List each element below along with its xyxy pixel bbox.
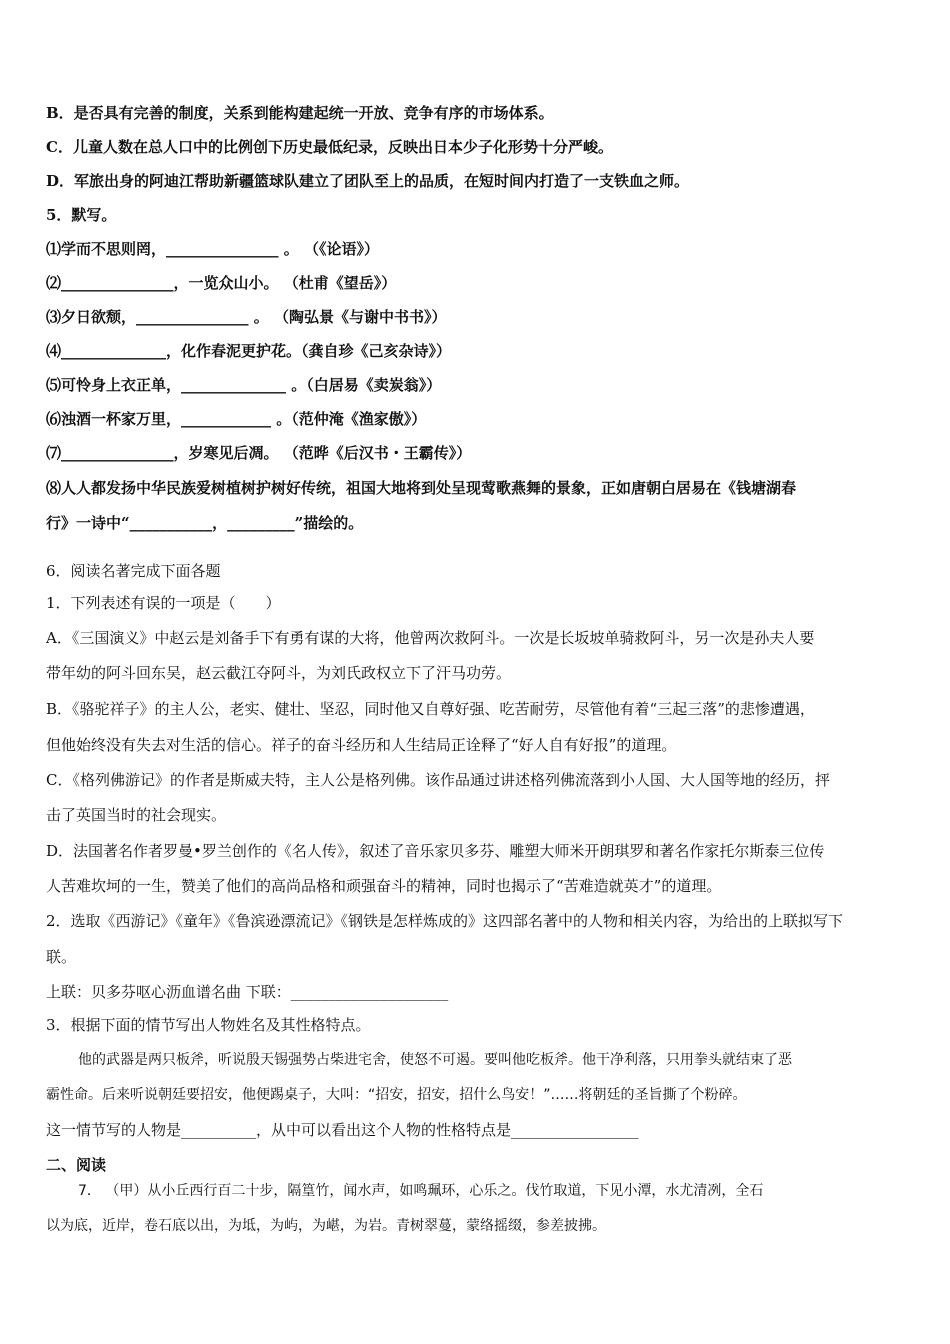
q5-item-8-line1: ⑻人人都发扬中华民族爱树植树护树好传统，祖国大地将到处呈现莺歌燕舞的景象，正如唐朝白居易在《钱塘湖春 bbox=[46, 479, 797, 497]
q6-option-d-line1: D．法国著名作者罗曼•罗兰创作的《名人传》，叙述了音乐家贝多芬、雕塑大师米开朗琪罗和著名作家托尔斯泰三位传 bbox=[46, 842, 825, 860]
q6-option-b-line1: B．《骆驼祥子》的主人公，老实、健壮、坚忍，同时他又自尊好强、吃苦耐劳，尽管他有着“三起三落”的悲惨遭遇， bbox=[46, 700, 815, 718]
q6-sub2-couplet: 上联：贝多芬呕心沥血谱名曲 下联：_____________________ bbox=[46, 983, 449, 1001]
q5-item-4: ⑷______________，化作春泥更护花。（龚自珍《己亥杂诗》） bbox=[46, 342, 452, 360]
q5-item-1: ⑴学而不思则罔，_______________ 。 （《论语》） bbox=[46, 240, 379, 258]
q5-item-7: ⑺_______________，岁寒见后凋。 （范晔《后汉书・王霸传》） bbox=[46, 444, 472, 462]
q5-item-8-line2: 行》一诗中“___________，_________”描绘的。 bbox=[46, 514, 364, 532]
q6-option-a-line1: A．《三国演义》中赵云是刘备手下有勇有谋的大将，他曾两次救阿斗。一次是长坂坡单骑救阿斗，另一次是孙夫人要 bbox=[46, 629, 815, 647]
q6-sub3-passage-line2: 霸性命。后来听说朝廷要招安，他便踢桌子，大叫：“招安，招安，招什么鸟安！”……将朝廷的圣旨撕了个粉碎。 bbox=[46, 1087, 747, 1103]
q4-option-d: D．军旅出身的阿迪江帮助新疆篮球队建立了团队至上的品质，在短时间内打造了一支铁血之师。 bbox=[46, 172, 690, 190]
q4-option-b: B．是否具有完善的制度，关系到能构建起统一开放、竞争有序的市场体系。 bbox=[46, 104, 554, 122]
q7-text-line1: 7． （甲）从小丘西行百二十步，隔篁竹，闻水声，如鸣珮环，心乐之。伐竹取道，下见小潭，水尤清冽，全石 bbox=[78, 1183, 764, 1199]
q6-sub2-question-line2: 联。 bbox=[46, 948, 77, 966]
q5-item-3: ⑶夕日欲颓，_______________ 。 （陶弘景《与谢中书书》） bbox=[46, 308, 447, 326]
section-2-heading: 二、阅读 bbox=[46, 1156, 107, 1174]
q5-item-2: ⑵_______________，一览众山小。 （杜甫《望岳》） bbox=[46, 274, 397, 292]
q5-item-5: ⑸可怜身上衣正单，______________ 。（白居易《卖炭翁》） bbox=[46, 376, 442, 394]
q6-sub3-passage-line1: 他的武器是两只板斧，听说殷天锡强势占柴进宅舍，使怒不可遏。要叫他吃板斧。他干净利落，只用拳头就结束了恶 bbox=[78, 1052, 792, 1068]
q6-sub1-question: 1．下列表述有误的一项是（ ） bbox=[46, 594, 281, 612]
q6-sub3-answer: 这一情节写的人物是__________，从中可以看出这个人物的性格特点是_________________ bbox=[46, 1121, 639, 1139]
q6-sub3-question: 3．根据下面的情节写出人物姓名及其性格特点。 bbox=[46, 1016, 371, 1034]
q6-option-b-line2: 但他始终没有失去对生活的信心。祥子的奋斗经历和人生结局正诠释了“好人自有好报”的道理。 bbox=[46, 736, 677, 754]
q5-item-6: ⑹浊酒一杯家万里，____________ 。（范仲淹《渔家傲》） bbox=[46, 410, 427, 428]
q6-sub2-question-line1: 2．选取《西游记》《童年》《鲁滨逊漂流记》《钢铁是怎样炼成的》这四部名著中的人物和相关内容，为给出的上联拟写下 bbox=[46, 912, 844, 930]
q6-option-c-line1: C．《格列佛游记》的作者是斯威夫特，主人公是格列佛。该作品通过讲述格列佛流落到小人国、大人国等地的经历，抨 bbox=[46, 771, 830, 789]
q6-option-d-line2: 人苦难坎坷的一生，赞美了他们的高尚品格和顽强奋斗的精神，同时也揭示了“苦难造就英才”的道理。 bbox=[46, 877, 722, 895]
q6-option-a-line2: 带年幼的阿斗回东吴，赵云截江夺阿斗，为刘氏政权立下了汗马功劳。 bbox=[46, 664, 512, 682]
q4-option-c: C．儿童人数在总人口中的比例创下历史最低纪录，反映出日本少子化形势十分严峻。 bbox=[46, 138, 613, 156]
q6-option-c-line2: 击了英国当时的社会现实。 bbox=[46, 806, 227, 824]
q5-title: 5．默写。 bbox=[46, 206, 117, 224]
q6-title: 6．阅读名著完成下面各题 bbox=[46, 562, 221, 580]
q7-text-line2: 以为底，近岸，卷石底以出，为坻，为屿，为嵁，为岩。青树翠蔓，蒙络摇缀，参差披拂。 bbox=[46, 1218, 606, 1234]
